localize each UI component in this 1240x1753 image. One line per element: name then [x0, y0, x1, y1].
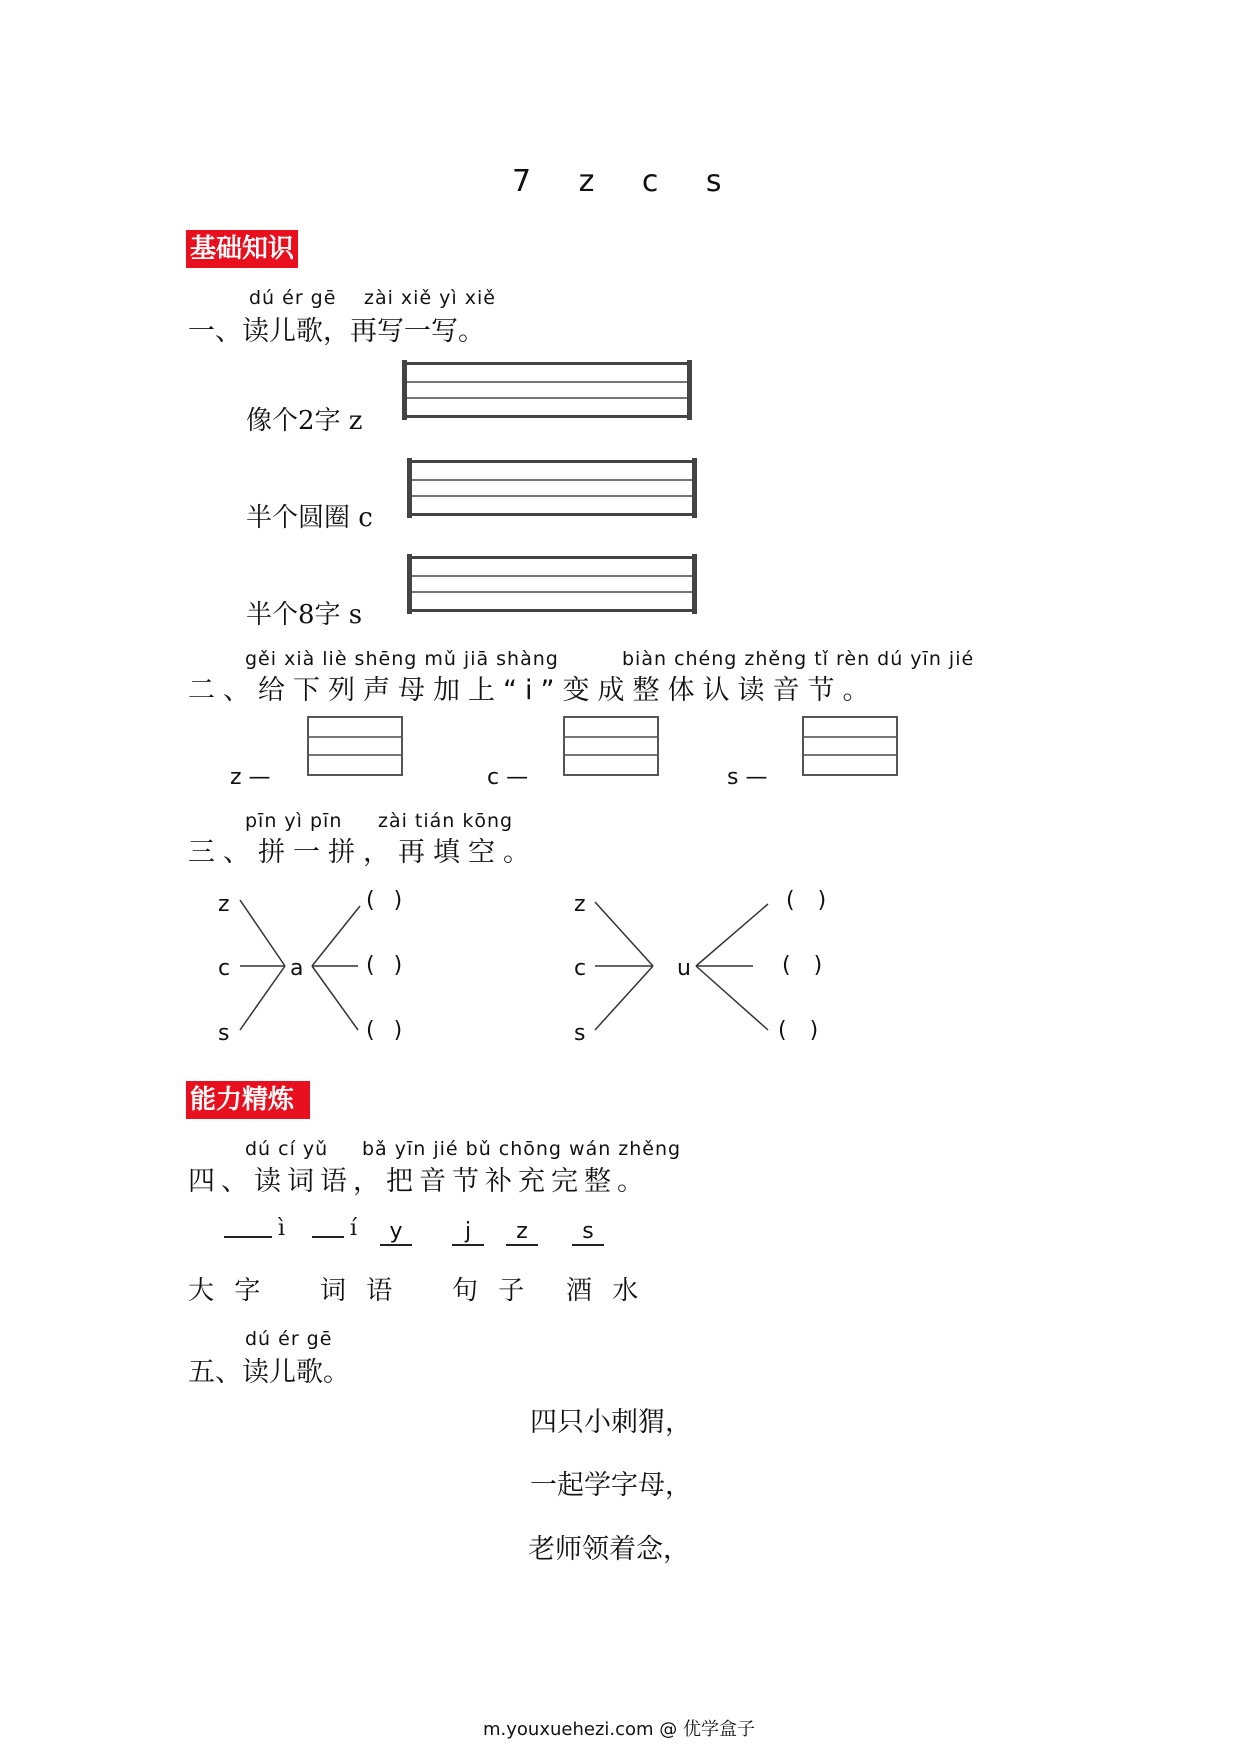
q4-fill-5[interactable]: [380, 1219, 412, 1246]
q3-right-blank-1[interactable]: ( ): [786, 888, 835, 913]
q4-fill-1[interactable]: [224, 1219, 272, 1244]
q1-pinyin-2: zài xiě yì xiě: [364, 287, 496, 309]
q2-question: 二、给下列声母加上“i”变成整体认读音节。: [188, 675, 878, 706]
q3-right-vowel: u: [677, 956, 691, 981]
q1-writing-grid-2[interactable]: [407, 460, 697, 516]
q5-question: 五、读儿歌。: [188, 1357, 350, 1388]
q3-left-blank-1[interactable]: ( ): [366, 888, 409, 913]
q2-answer-grid-s[interactable]: [802, 716, 898, 776]
q4-fill-blank-6[interactable]: j: [452, 1219, 484, 1246]
q4-fill-blank-8[interactable]: s: [572, 1219, 604, 1246]
q4-fill-blank-5[interactable]: y: [380, 1219, 412, 1246]
page-title: 7 z c s: [512, 164, 724, 199]
q3-question: 三、拼一拼，再填空。: [188, 837, 538, 868]
section-badge-basic: 基础知识: [186, 230, 298, 268]
q4-word-3: 句 子: [452, 1276, 531, 1306]
poem-line-2: 一起学字母，: [530, 1470, 692, 1501]
q3-right-blank-2[interactable]: ( ): [782, 953, 831, 978]
q1-pinyin-1: dú ér gē: [249, 287, 337, 309]
q4-fill-2: ì: [278, 1216, 286, 1241]
q3-left-blank-3[interactable]: ( ): [366, 1018, 409, 1043]
q2-answer-grid-c[interactable]: [563, 716, 659, 776]
q4-fill-blank-3[interactable]: [312, 1236, 344, 1238]
q4-fill-6[interactable]: [452, 1219, 484, 1246]
q4-fill-4: í: [350, 1216, 358, 1241]
q2-item-z: z —: [230, 765, 271, 790]
q4-word-1: 大 字: [188, 1276, 267, 1306]
q4-fill-blank-1[interactable]: [224, 1236, 272, 1238]
q4-word-2: 词 语: [320, 1276, 399, 1306]
q5-pinyin: dú ér gē: [245, 1328, 333, 1350]
q2-item-s: s —: [727, 765, 768, 790]
q2-answer-grid-z[interactable]: [307, 716, 403, 776]
section-badge-ability: 能力精炼: [186, 1081, 310, 1119]
q1-row-3-label: 半个8字 s: [246, 600, 363, 630]
q3-pinyin-2: zài tián kōng: [378, 810, 514, 832]
q1-question: 一、读儿歌，再写一写。: [188, 316, 485, 347]
q4-fill-blank-7[interactable]: z: [506, 1219, 538, 1246]
q4-pinyin-1: dú cí yǔ: [245, 1138, 329, 1160]
q4-fill-3[interactable]: [312, 1219, 344, 1244]
q3-right-blank-3[interactable]: ( ): [778, 1018, 827, 1043]
q3-left-initial-s: s: [218, 1021, 230, 1046]
q3-right-initial-c: c: [574, 956, 587, 981]
q3-right-lines: [585, 880, 805, 1060]
q1-writing-grid-1[interactable]: [402, 362, 692, 418]
q2-item-c: c —: [487, 765, 529, 790]
q3-left-initial-z: z: [218, 892, 230, 917]
q3-left-vowel: a: [290, 956, 304, 981]
q3-pinyin-1: pīn yì pīn: [245, 810, 343, 832]
poem-line-3: 老师领着念，: [528, 1534, 690, 1565]
q4-fill-8[interactable]: [572, 1219, 604, 1246]
poem-line-1: 四只小刺猬，: [530, 1407, 692, 1438]
q3-right-initial-s: s: [574, 1021, 586, 1046]
q4-pinyin-2: bǎ yīn jié bǔ chōng wán zhěng: [362, 1138, 682, 1160]
q4-word-4: 酒 水: [566, 1276, 645, 1306]
q1-row-2-label: 半个圆圈 c: [246, 503, 373, 533]
footer-watermark: m.youxuehezi.com @ 优学盒子: [483, 1719, 756, 1740]
q3-left-blank-2[interactable]: ( ): [366, 953, 409, 978]
q3-left-lines: [230, 880, 490, 1060]
q1-writing-grid-3[interactable]: [407, 556, 697, 612]
q3-left-initial-c: c: [218, 956, 231, 981]
q2-pinyin-2: biàn chéng zhěng tǐ rèn dú yīn jié: [622, 648, 975, 670]
q3-right-initial-z: z: [574, 892, 586, 917]
q1-row-1-label: 像个2字 z: [246, 406, 363, 436]
q4-question: 四、读词语，把音节补充完整。: [188, 1166, 650, 1197]
q2-pinyin-1: gěi xià liè shēng mǔ jiā shàng: [245, 648, 559, 670]
q4-fill-7[interactable]: [506, 1219, 538, 1246]
